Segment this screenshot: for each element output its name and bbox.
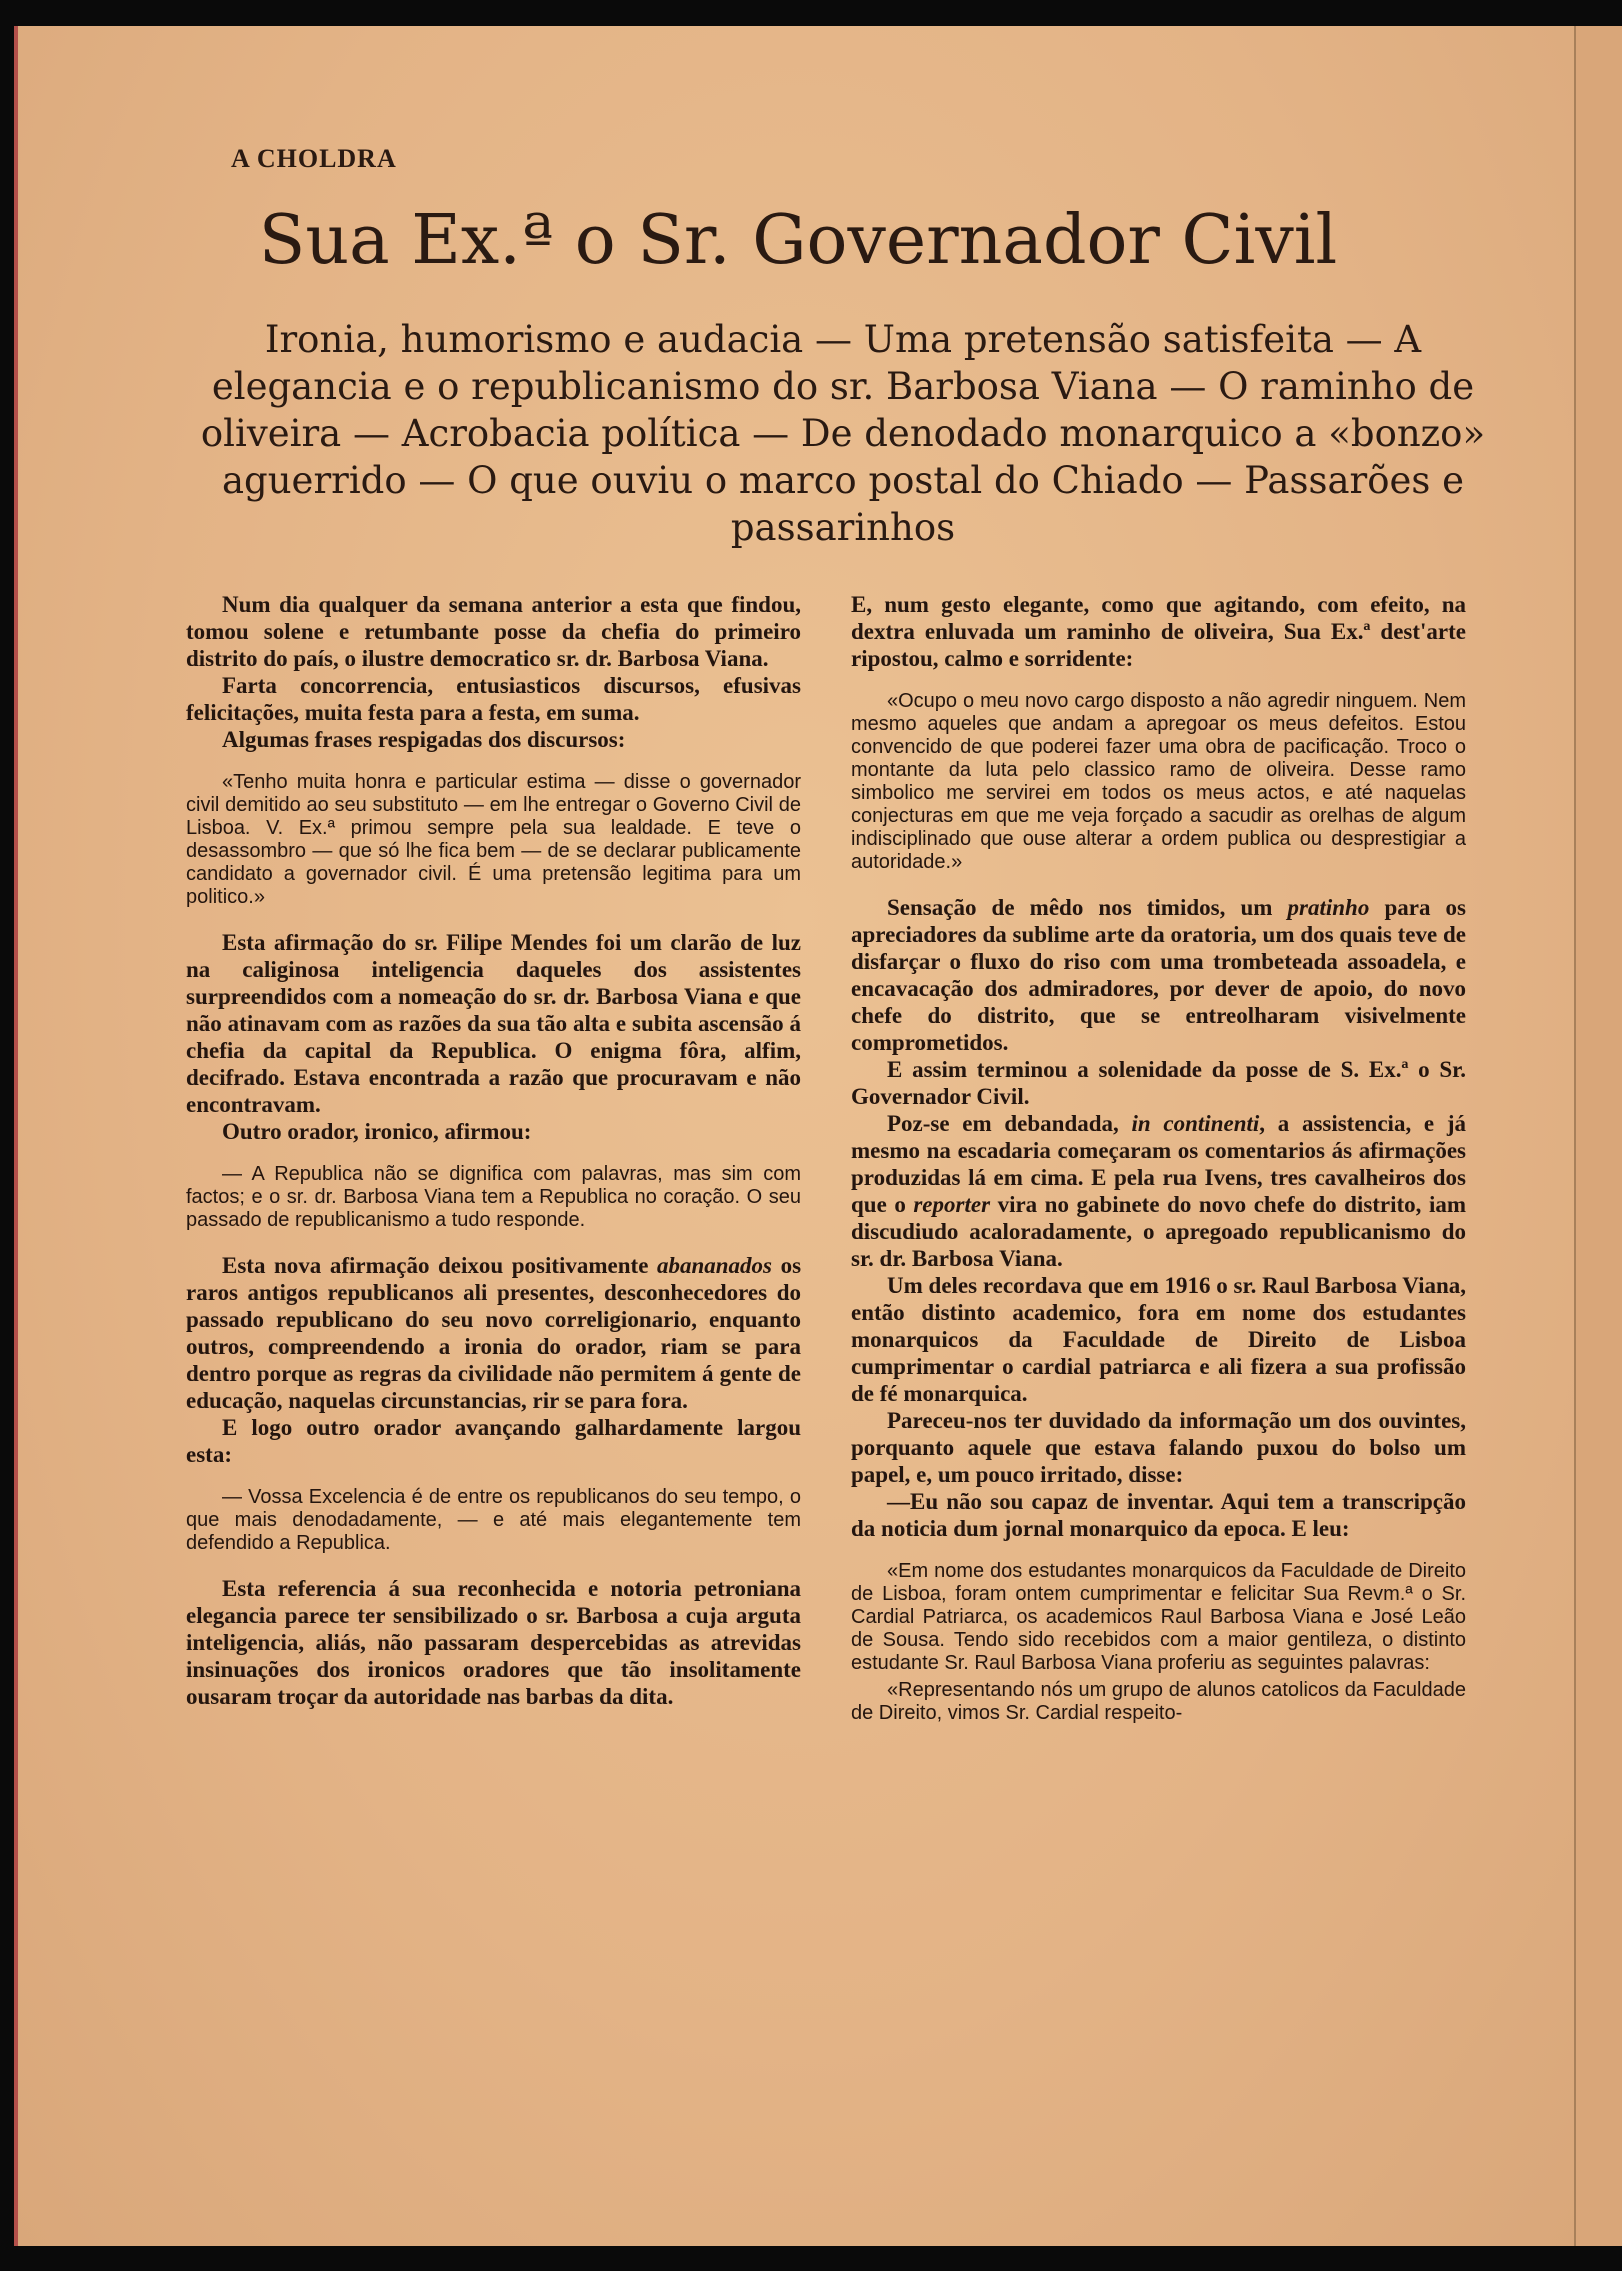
paragraph: Esta afirmação do sr. Filipe Mendes foi um clarão de luz na caliginosa inteligencia daqueles dos assistentes surpreendidos com a nomeação do sr. dr. Barbosa Viana e que não atinavam com as razões da sua tão alta e subita ascensão á chefia da capital da Republica. O enigma fôra, alfim, decifrado. Estava encontrada a razão que procuravam e não encontravam. bbox=[186, 930, 801, 1117]
paragraph: Algumas frases respigadas dos discursos: bbox=[222, 727, 626, 752]
emphasis: reporter bbox=[913, 1192, 991, 1217]
paragraph: Pareceu-nos ter duvidado da informação um dos ouvintes, porquanto aquele que estava falando puxou do bolso um papel, e, um pouco irritado, disse: bbox=[851, 1408, 1466, 1487]
paragraph: Num dia qualquer da semana anterior a esta que findou, tomou solene e retumbante posse da chefia do primeiro distrito do país, o ilustre democratico sr. dr. Barbosa Viana. bbox=[186, 592, 801, 671]
paragraph: E, num gesto elegante, como que agitando, com efeito, na dextra enluvada um raminho de oliveira, Sua Ex.ª dest'arte ripostou, calmo e sorridente: bbox=[851, 592, 1466, 671]
quotation: — Vossa Excelencia é de entre os republicanos do seu tempo, o que mais denodadamente, — e até mais elegantemente tem defendido a Republica. bbox=[186, 1486, 801, 1554]
emphasis: pratinho bbox=[1287, 895, 1370, 920]
page-spine-edge bbox=[1574, 26, 1622, 2246]
paragraph: E logo outro orador avançando galhardamente largou esta: bbox=[186, 1415, 801, 1467]
quotation: — A Republica não se dignifica com palavras, mas sim com factos; e o sr. dr. Barbosa Viana tem a Republica no coração. O seu passado de republicanismo a tudo responde. bbox=[186, 1163, 801, 1231]
right-column bbox=[851, 591, 1466, 1745]
quotation: «Ocupo o meu novo cargo disposto a não agredir ninguem. Nem mesmo aqueles que andam a apregoar os meus defeitos. Estou convencido de que poderei fazer uma obra de pacificação. Troco o montante da luta pelo classico ramo de oliveira. Desse ramo simbolico me servirei em todos os meus actos, e até naquelas conjecturas em que me veja forçado a sacudir as orelhas de algum indisciplinado que ouse alterar a ordem publica ou desprestigiar a autoridade.» bbox=[851, 690, 1466, 873]
paragraph: Sensação de mêdo nos timidos, um pratinho para os apreciadores da sublime arte da oratoria, um dos quais teve de disfarçar o fluxo do riso com uma trombeteada assoadela, e encavacação dos admiradores, por dever de apoio, do novo chefe do distrito, que se entreolharam visivelmente comprometidos. bbox=[851, 895, 1467, 1055]
quotation: «Representando nós um grupo de alunos catolicos da Faculdade de Direito, vimos Sr. Cardial respeito- bbox=[851, 1679, 1466, 1724]
paragraph: —Eu não sou capaz de inventar. Aqui tem a transcripção da noticia dum jornal monarquico da epoca. E leu: bbox=[851, 1489, 1466, 1541]
paragraph: Poz-se em debandada, in continenti, a assistencia, e já mesmo na escadaria começaram os comentarios ás afirmações produzidas lá em cima. E pela rua Ivens, tres cavalheiros dos que o reporter vira no gabinete do novo chefe do distrito, iam discudiudo acaloradamente, o apregoado republicanismo do sr. dr. Barbosa Viana. bbox=[851, 1111, 1467, 1271]
paragraph: E assim terminou a solenidade da posse de S. Ex.ª o Sr. Governador Civil. bbox=[851, 1057, 1466, 1109]
left-column bbox=[186, 591, 801, 1710]
emphasis: abananados bbox=[656, 1253, 773, 1278]
emphasis: in continenti bbox=[1131, 1111, 1260, 1136]
paragraph: Esta nova afirmação deixou positivamente abananados os raros antigos republicanos ali presentes, desconhecedores do passado republicano do seu novo correligionario, enquanto outros, compreendendo a ironia do orador, riam se para dentro porque as regras da civilidade não permitem á gente de educação, naquelas circunstancias, rir se para fora. bbox=[186, 1253, 802, 1413]
paragraph: Farta concorrencia, entusiasticos discursos, efusivas felicitações, muita festa para a festa, em suma. bbox=[186, 673, 801, 725]
quotation: «Em nome dos estudantes monarquicos da Faculdade de Direito de Lisboa, foram ontem cumprimentar e felicitar Sua Revm.ª o Sr. Cardial Patriarca, os academicos Raul Barbosa Viana e José Leão de Sousa. Tendo sido recebidos com a maior gentileza, o distinto estudante Sr. Raul Barbosa Viana proferiu as seguintes palavras: bbox=[851, 1560, 1466, 1674]
paragraph: Um deles recordava que em 1916 o sr. Raul Barbosa Viana, então distinto academico, fora em nome dos estudantes monarquicos da Faculdade de Direito de Lisboa cumprimentar o cardial patriarca e ali fizera a sua profissão de fé monarquica. bbox=[851, 1273, 1466, 1406]
headline: Sua Ex.ª o Sr. Governador Civil bbox=[258, 201, 1338, 280]
newspaper-page bbox=[14, 26, 1578, 2246]
deck-subheadline: Ironia, humorismo e audacia — Uma pretensão satisfeita — A elegancia e o republicanismo do sr. Barbosa Viana — O raminho de oliveira — Acrobacia política — De denodado monarquico a «bonzo» aguerrido — O que ouviu o marco postal do Chiado — Passarões e passarinhos bbox=[200, 318, 1486, 549]
quotation: «Tenho muita honra e particular estima — disse o governador civil demitido ao seu substituto — em lhe entregar o Governo Civil de Lisboa. V. Ex.ª primou sempre pela sua lealdade. E teve o desassombro — que só lhe fica bem — de se declarar publicamente candidato a governador civil. É uma pretensão legitima para um politico.» bbox=[186, 771, 801, 908]
paragraph: Esta referencia á sua reconhecida e notoria petroniana elegancia parece ter sensibilizado o sr. Barbosa a cuja arguta inteligencia, aliás, não passaram despercebidas as atrevidas insinuações dos ironicos oradores que tão insolitamente ousaram troçar da autoridade nas barbas da dita. bbox=[186, 1576, 801, 1709]
paragraph: Outro orador, ironico, afirmou: bbox=[222, 1119, 532, 1144]
section-kicker: A CHOLDRA bbox=[231, 144, 397, 173]
